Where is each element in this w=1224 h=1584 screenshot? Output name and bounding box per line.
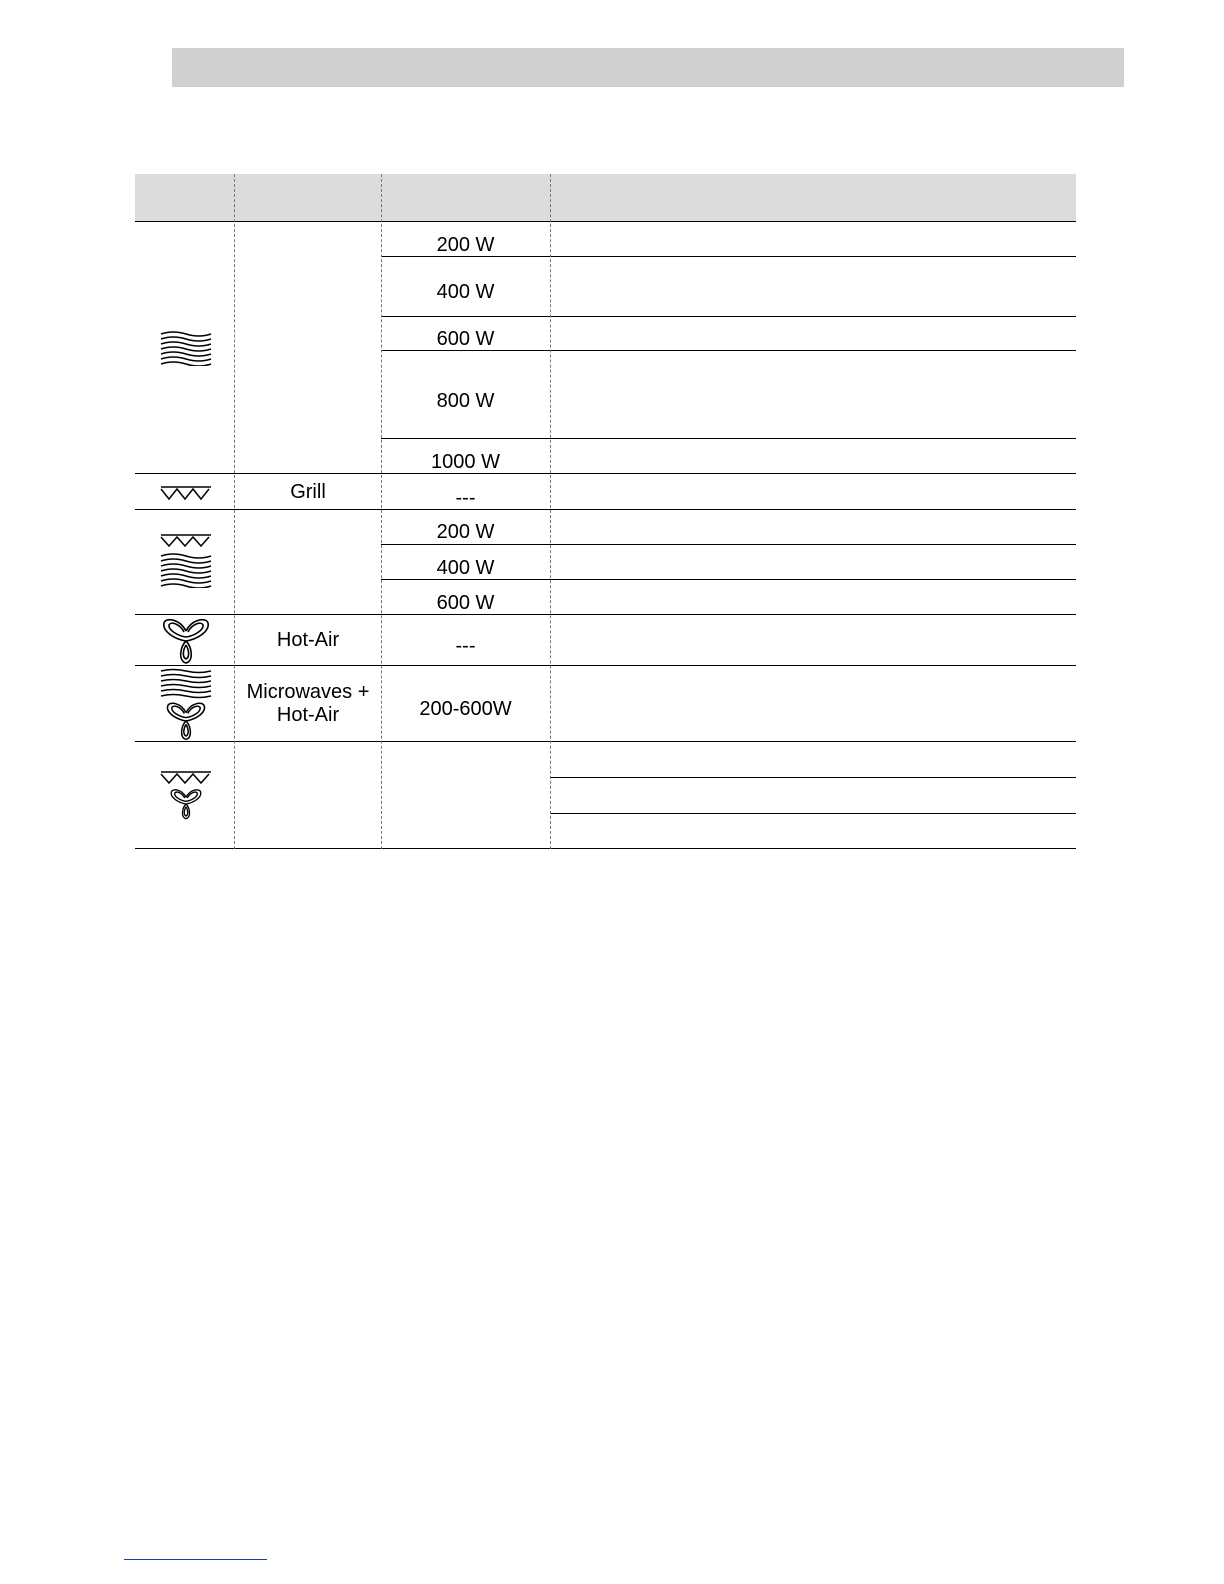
column-divider <box>381 174 382 849</box>
microwave-waves-icon <box>159 330 213 366</box>
column-divider <box>550 174 551 849</box>
column-divider <box>234 174 235 849</box>
grill-icon <box>159 770 213 786</box>
row-divider <box>381 544 1076 545</box>
footer-link-underline <box>124 1559 267 1560</box>
power-value: 200-600W <box>419 698 512 720</box>
power-value: 200 W <box>436 234 495 256</box>
row-divider <box>135 614 1076 615</box>
power-value: 400 W <box>436 281 495 303</box>
row-divider <box>135 665 1076 666</box>
mode-label-line1: Microwaves + <box>246 681 370 703</box>
hot-air-fan-icon <box>160 617 212 665</box>
power-value: 600 W <box>436 592 495 614</box>
microwave-waves-icon <box>159 552 213 588</box>
row-divider <box>381 579 1076 580</box>
row-divider <box>135 221 1076 222</box>
hot-air-fan-icon <box>168 788 204 820</box>
grill-icon <box>159 533 213 549</box>
row-divider <box>550 813 1076 814</box>
mode-label: Hot-Air <box>276 629 340 651</box>
power-value: 800 W <box>436 390 495 412</box>
power-value: --- <box>455 487 476 509</box>
power-value: 1000 W <box>431 451 500 473</box>
power-value: 400 W <box>436 557 495 579</box>
mode-label: Grill <box>290 481 326 503</box>
hot-air-fan-icon <box>164 701 208 741</box>
power-value: 600 W <box>436 328 495 350</box>
row-divider <box>381 316 1076 317</box>
row-divider <box>381 438 1076 439</box>
grill-icon <box>159 485 213 503</box>
section-header-bar <box>172 48 1124 87</box>
table-bottom-border <box>135 848 1076 849</box>
power-value: --- <box>455 635 476 657</box>
row-divider <box>381 350 1076 351</box>
microwave-waves-icon <box>159 668 213 700</box>
table-header-row <box>135 174 1076 222</box>
row-divider <box>135 473 1076 474</box>
mode-label-line2: Hot-Air <box>276 704 340 726</box>
row-divider <box>135 509 1076 510</box>
row-divider <box>550 777 1076 778</box>
row-divider <box>135 741 1076 742</box>
power-value: 200 W <box>436 521 495 543</box>
row-divider <box>381 256 1076 257</box>
